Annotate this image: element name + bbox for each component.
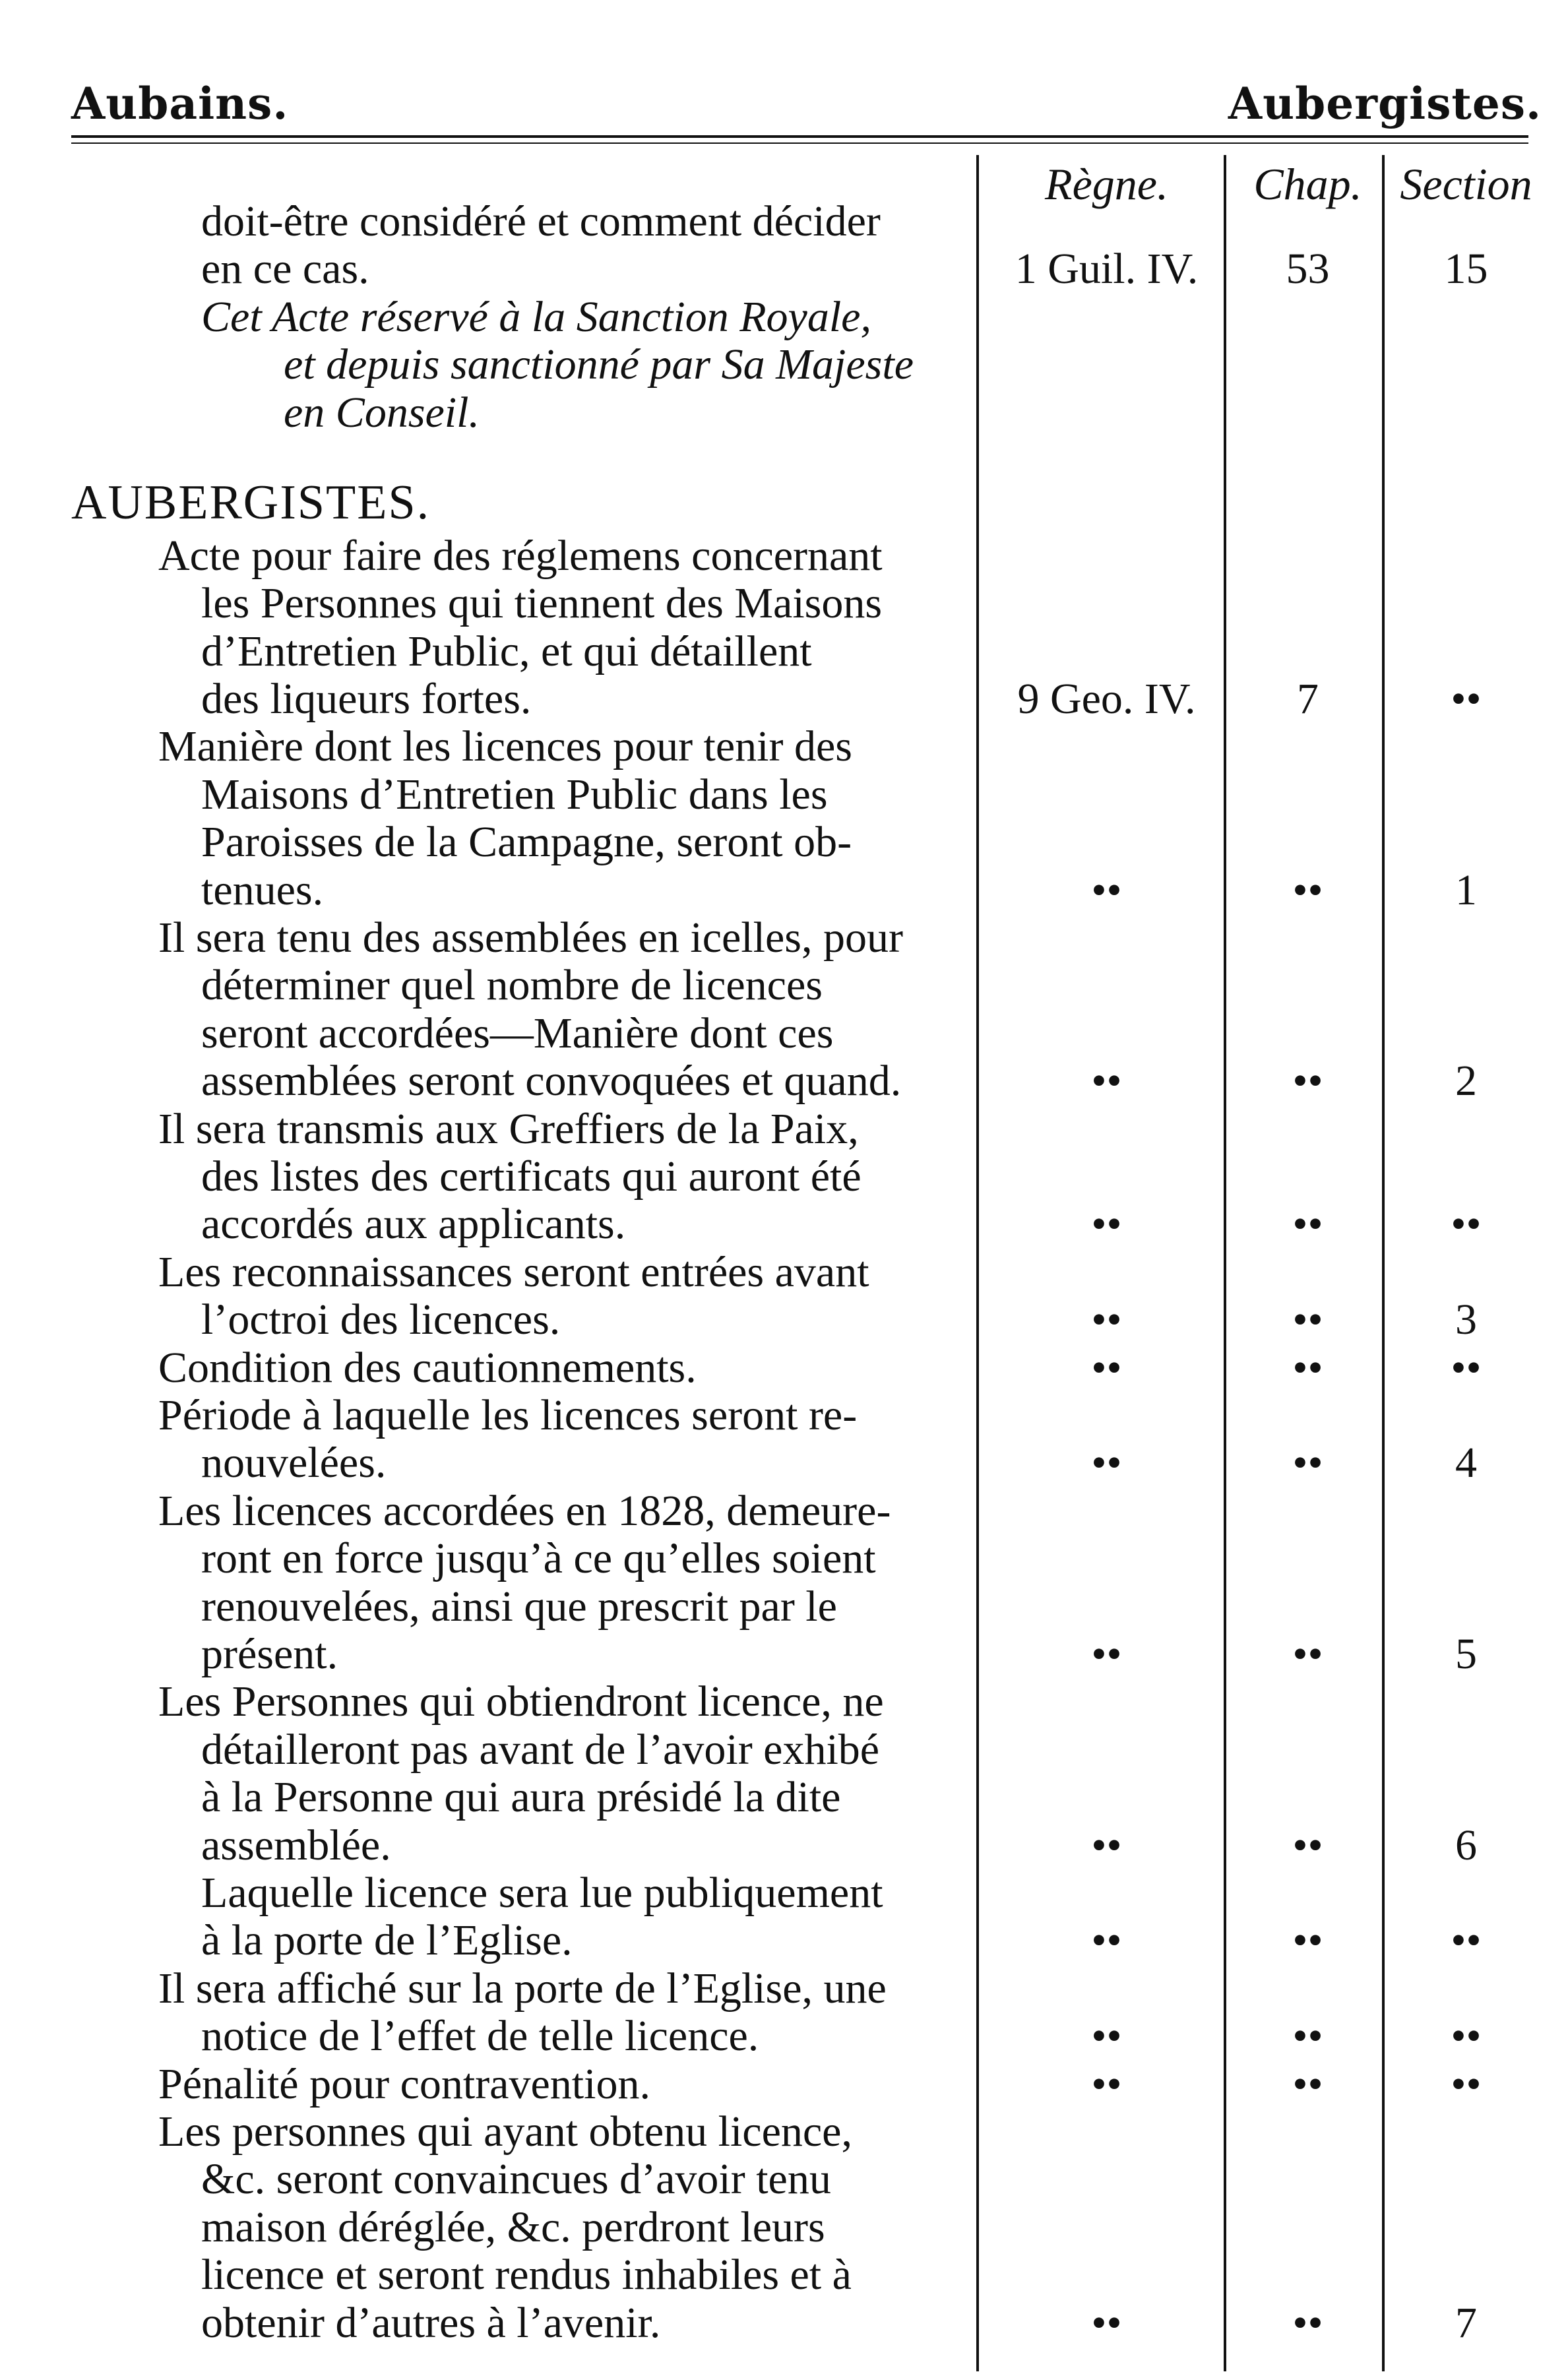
chapter-cell: •• <box>1292 1821 1323 1869</box>
table-row <box>0 580 1568 627</box>
section-title: AUBERGISTES. <box>71 476 431 530</box>
chapter-cell: 7 <box>1297 675 1319 723</box>
entry-text: Les licences accordées en 1828, demeure- <box>158 1486 891 1535</box>
entry-text: ront en force jusqu’à ce qu’elles soient <box>201 1534 876 1583</box>
table-row <box>0 1153 1568 1201</box>
entry-text: Les Personnes qui obtiendront licence, ne <box>158 1677 884 1726</box>
entry-text: Pénalité pour contravention. <box>158 2059 650 2108</box>
table-row <box>0 1057 1568 1105</box>
column-header-chap: Chap. <box>1253 159 1362 209</box>
regne-cell: •• <box>1091 1057 1122 1106</box>
table-row <box>0 1106 1568 1153</box>
entry-text: assemblées seront convoquées et quand. <box>201 1057 902 1106</box>
section-cell: •• <box>1451 1916 1482 1965</box>
entry-text: Manière dont les licences pour tenir des <box>158 722 852 771</box>
table-row <box>0 1822 1568 1869</box>
table-row <box>0 245 1568 293</box>
table-row <box>0 628 1568 675</box>
entry-text: accordés aux applicants. <box>201 1200 626 1249</box>
chapter-cell: •• <box>1292 865 1323 914</box>
table-row <box>0 1201 1568 1248</box>
entry-text: Période à laquelle les licences seront re- <box>158 1391 858 1439</box>
table-row <box>0 1439 1568 1487</box>
section-cell: 5 <box>1455 1630 1477 1678</box>
chapter-cell: •• <box>1292 1057 1323 1106</box>
entry-text: notice de l’effet de telle licence. <box>201 2012 759 2061</box>
table-row <box>0 1869 1568 1917</box>
running-header-left: Aubains. <box>71 78 289 129</box>
section-cell: 7 <box>1455 2298 1477 2347</box>
entry-text: tenues. <box>201 865 324 914</box>
chapter-cell: •• <box>1292 2059 1323 2108</box>
table-row <box>0 341 1568 389</box>
section-cell: 3 <box>1455 1296 1477 1344</box>
entry-text: licence et seront rendus inhabiles et à <box>201 2251 852 2299</box>
table-row <box>0 1678 1568 1726</box>
regne-cell: •• <box>1091 865 1122 914</box>
entry-text: Maisons d’Entretien Public dans les <box>201 770 828 819</box>
header-rule-thin <box>71 142 1528 144</box>
section-cell: •• <box>1451 1200 1482 1249</box>
entry-text: déterminer quel nombre de licences <box>201 961 823 1010</box>
table-row <box>0 2251 1568 2299</box>
table-row <box>0 1583 1568 1631</box>
regne-cell: •• <box>1091 1916 1122 1965</box>
table-row <box>0 1010 1568 1057</box>
section-cell: •• <box>1451 2012 1482 2061</box>
entry-text: l’octroi des licences. <box>201 1296 561 1344</box>
entry-text: nouvelées. <box>201 1439 387 1487</box>
entry-text: Les personnes qui ayant obtenu licence, <box>158 2108 852 2156</box>
section-cell: •• <box>1451 1343 1482 1392</box>
entry-text: à la porte de l’Eglise. <box>201 1916 573 1965</box>
table-row <box>0 294 1568 341</box>
entry-text: Acte pour faire des réglemens concernant <box>158 531 883 580</box>
table-row <box>0 675 1568 723</box>
entry-text: obtenir d’autres à l’avenir. <box>201 2298 661 2347</box>
table-row <box>0 1487 1568 1535</box>
regne-cell: •• <box>1091 1630 1122 1678</box>
regne-cell: •• <box>1091 2059 1122 2108</box>
table-row <box>0 484 1568 532</box>
table-row <box>0 437 1568 484</box>
entry-text: détailleront pas avant de l’avoir exhibé <box>201 1725 880 1774</box>
table-row <box>0 2299 1568 2347</box>
header-rule <box>71 135 1528 138</box>
regne-cell: •• <box>1091 1200 1122 1249</box>
section-cell: 6 <box>1455 1821 1477 1869</box>
table-row <box>0 198 1568 245</box>
regne-cell: 1 Guil. IV. <box>1015 245 1199 294</box>
table-row <box>0 1726 1568 1774</box>
table-row <box>0 2013 1568 2060</box>
column-header-regne: Règne. <box>1045 159 1168 209</box>
entry-text: Paroisses de la Campagne, seront ob- <box>201 818 852 867</box>
section-cell: 2 <box>1455 1057 1477 1106</box>
regne-cell: •• <box>1091 2298 1122 2347</box>
running-header-right: Aubergistes. <box>1228 78 1542 129</box>
section-cell: 1 <box>1455 865 1477 914</box>
table-row <box>0 723 1568 770</box>
table-row <box>0 962 1568 1009</box>
table-row <box>0 2156 1568 2203</box>
table-row <box>0 1249 1568 1296</box>
entry-text: les Personnes qui tiennent des Maisons <box>201 579 883 628</box>
entry-text: Cet Acte réservé à la Sanction Royale, <box>201 292 871 341</box>
regne-cell: •• <box>1091 2012 1122 2061</box>
table-row <box>0 867 1568 914</box>
table-row <box>0 2204 1568 2251</box>
table-row <box>0 819 1568 866</box>
entry-text: maison déréglée, &c. perdront leurs <box>201 2202 825 2251</box>
entry-text: et depuis sanctionné par Sa Majeste <box>284 340 914 389</box>
entry-text: Il sera transmis aux Greffiers de la Paix, <box>158 1104 859 1153</box>
entry-text: en Conseil. <box>284 388 480 437</box>
entry-text: renouvelées, ainsi que prescrit par le <box>201 1582 837 1631</box>
regne-cell: 9 Geo. IV. <box>1017 675 1196 723</box>
table-row <box>0 1535 1568 1582</box>
entry-text: des liqueurs fortes. <box>201 675 532 723</box>
entry-text: assemblée. <box>201 1821 391 1869</box>
chapter-cell: •• <box>1292 1343 1323 1392</box>
entry-text: doit-être considéré et comment décider <box>201 197 881 245</box>
section-cell: •• <box>1451 675 1482 723</box>
table-row <box>0 2061 1568 2108</box>
table-row <box>0 2108 1568 2156</box>
entry-text: présent. <box>201 1630 338 1678</box>
entry-text: Laquelle licence sera lue publiquement <box>201 1869 883 1917</box>
chapter-cell: •• <box>1292 1630 1323 1678</box>
table-row <box>0 532 1568 580</box>
chapter-cell: •• <box>1292 1439 1323 1487</box>
entry-text: seront accordées—Manière dont ces <box>201 1009 834 1057</box>
table-row <box>0 1631 1568 1678</box>
table-row <box>0 389 1568 437</box>
chapter-cell: •• <box>1292 2012 1323 2061</box>
column-header-section: Section <box>1400 159 1532 209</box>
chapter-cell: •• <box>1292 1296 1323 1344</box>
chapter-cell: 53 <box>1286 245 1330 294</box>
entry-text: &c. seront convaincues d’avoir tenu <box>201 2155 831 2204</box>
section-cell: 15 <box>1444 245 1488 294</box>
regne-cell: •• <box>1091 1821 1122 1869</box>
entry-text: à la Personne qui aura présidé la dite <box>201 1773 841 1822</box>
section-cell: 4 <box>1455 1439 1477 1487</box>
table-row <box>0 1344 1568 1392</box>
entry-text: d’Entretien Public, et qui détaillent <box>201 627 812 675</box>
entry-text: Condition des cautionnements. <box>158 1343 697 1392</box>
table-row <box>0 1917 1568 1964</box>
table-row <box>0 1392 1568 1439</box>
chapter-cell: •• <box>1292 1916 1323 1965</box>
entry-text: Il sera affiché sur la porte de l’Eglise, une <box>158 1964 887 2013</box>
chapter-cell: •• <box>1292 2298 1323 2347</box>
table-row <box>0 914 1568 962</box>
regne-cell: •• <box>1091 1296 1122 1344</box>
table-row <box>0 1296 1568 1344</box>
section-cell: •• <box>1451 2059 1482 2108</box>
entry-text: en ce cas. <box>201 245 369 294</box>
table-row <box>0 771 1568 819</box>
table-row <box>0 1965 1568 2013</box>
entry-text: des listes des certificats qui auront été <box>201 1152 862 1201</box>
table-row <box>0 1774 1568 1821</box>
regne-cell: •• <box>1091 1439 1122 1487</box>
chapter-cell: •• <box>1292 1200 1323 1249</box>
entry-text: Les reconnaissances seront entrées avant <box>158 1247 869 1296</box>
entry-text: Il sera tenu des assemblées en icelles, pour <box>158 914 903 962</box>
regne-cell: •• <box>1091 1343 1122 1392</box>
